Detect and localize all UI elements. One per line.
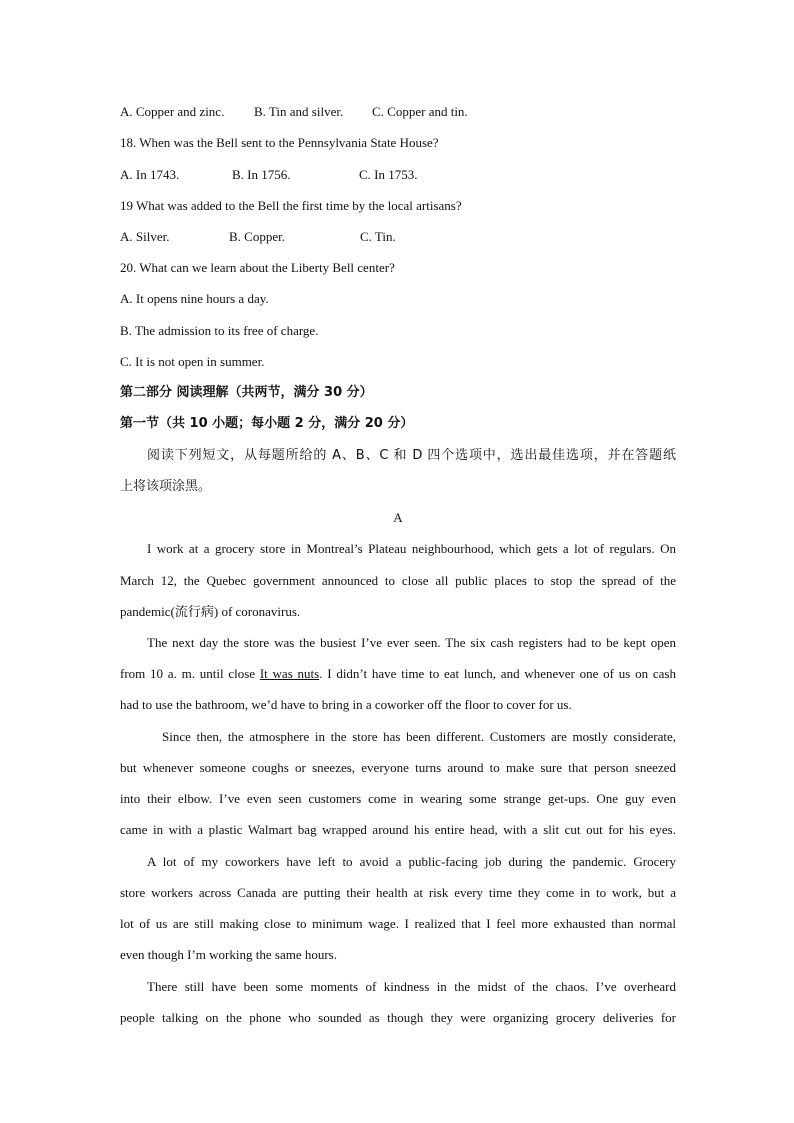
p4-line-1: A lot of my coworkers have left to avoid a public-facing job during the pandemic. Grocery: [147, 854, 676, 869]
p4-line-4: even though I’m working the same hours.: [120, 947, 337, 962]
q19-option-c: C. Tin.: [360, 229, 396, 244]
q18-option-a: A. In 1743.: [120, 167, 180, 182]
q19-question: 19 What was added to the Bell the first time by the local artisans?: [120, 198, 462, 213]
part-title: 第二部分 阅读理解（共两节，满分 30 分）: [120, 385, 373, 400]
p1-line-3: pandemic(流行病) of coronavirus.: [120, 604, 301, 619]
p1-line-2: March 12, the Quebec government announced to close all public places to stop the spread of the: [120, 573, 676, 588]
q18-question: 18. When was the Bell sent to the Pennsylvania State House?: [120, 135, 439, 150]
q17-option-b: B. Tin and silver.: [254, 104, 344, 119]
q20-option-a: A. It opens nine hours a day.: [120, 291, 269, 306]
p5-line-1: There still have been some moments of kindness in the midst of the chaos. I’ve overheard: [147, 979, 676, 994]
sub-title: 第一节（共 10 小题；每小题 2 分，满分 20 分）: [120, 416, 414, 431]
q19-options: [120, 229, 676, 245]
q17-option-c: C. Copper and tin.: [372, 104, 468, 119]
q17-options: [120, 104, 676, 120]
p4-line-2: store workers across Canada are putting their health at risk every time they come in to work, but a: [120, 885, 676, 900]
p5-line-2: people talking on the phone who sounded as though they were organizing grocery deliveries for: [120, 1010, 676, 1025]
p4-line-3: lot of us are still making close to minimum wage. I realized that I feel more exhausted than normal: [120, 916, 676, 931]
instruction-line-1: 阅读下列短文，从每题所给的 A、B、C 和 D 四个选项中，选出最佳选项，并在答题纸: [147, 448, 676, 463]
q18-options: [120, 167, 676, 183]
q20-option-b: B. The admission to its free of charge.: [120, 323, 319, 338]
q18-option-b: B. In 1756.: [232, 167, 291, 182]
p3-line-4: came in with a plastic Walmart bag wrapped around his entire head, with a slit cut out for his eyes.: [120, 822, 676, 837]
p2-line-3: had to use the bathroom, we’d have to bring in a coworker off the floor to cover for us.: [120, 697, 572, 712]
q20-question: 20. What can we learn about the Liberty Bell center?: [120, 260, 395, 275]
q20-option-c: C. It is not open in summer.: [120, 354, 265, 369]
p3-line-3: into their elbow. I’ve even seen customers come in wearing some strange get-ups. One guy even: [120, 791, 676, 806]
q18-option-c: C. In 1753.: [359, 167, 418, 182]
q19-option-a: A. Silver.: [120, 229, 170, 244]
p1-line-1: I work at a grocery store in Montreal’s Plateau neighbourhood, which gets a lot of regulars. On: [147, 541, 676, 556]
p2-line-1: The next day the store was the busiest I’ve ever seen. The six cash registers had to be kept open: [147, 635, 676, 650]
p3-line-2: but whenever someone coughs or sneezes, everyone turns around to make sure that person sneezed: [120, 760, 676, 775]
p2-line-2: [120, 666, 676, 682]
q19-option-b: B. Copper.: [229, 229, 285, 244]
instruction-line-2: 上将该项涂黑。: [120, 479, 212, 494]
p2-line-2-after: . I didn’t have time to eat lunch, and whenever one of us on cash: [319, 666, 676, 681]
underlined-phrase: It was nuts: [259, 666, 320, 681]
passage-label: A: [393, 510, 403, 525]
q17-option-a: A. Copper and zinc.: [120, 104, 225, 119]
p2-line-2-before: from 10 a. m. until close: [120, 666, 260, 681]
p3-line-1: Since then, the atmosphere in the store has been different. Customers are mostly considerate,: [162, 729, 676, 744]
